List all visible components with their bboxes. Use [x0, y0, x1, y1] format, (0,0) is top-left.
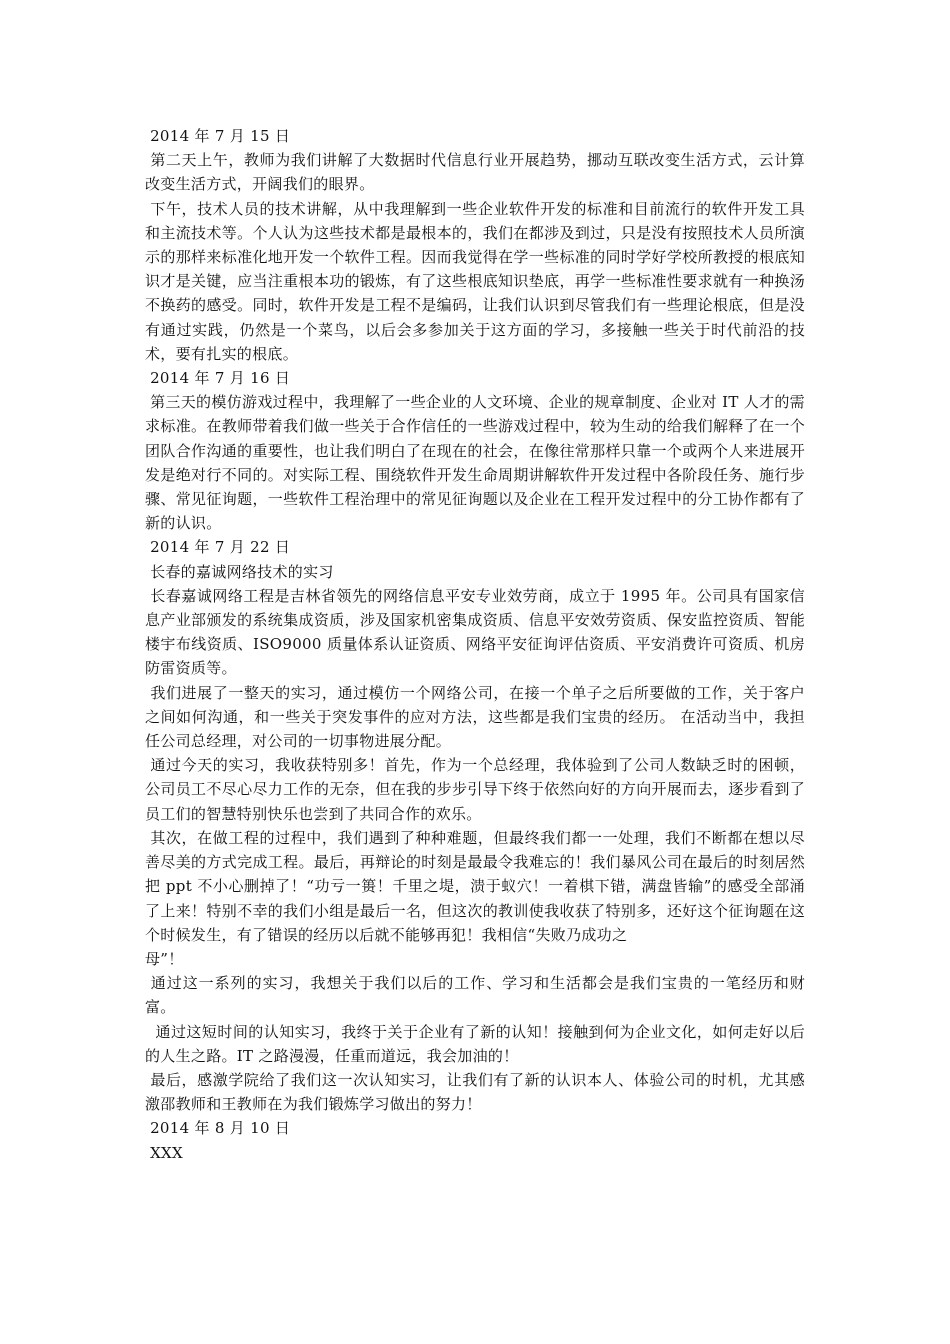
paragraph: 通过今天的实习，我收获特别多！首先，作为一个总经理，我体验到了公司人数缺乏时的困顿，公司员工不尽心尽力工作的无奈，但在我的步步引导下终于依然向好的方向开展而去，逐步看到了员工们的智慧特别快乐也尝到了共同合作的欢乐。 — [145, 756, 805, 823]
paragraph: 其次，在做工程的过程中，我们遇到了种种难题，但最终我们都一一处理，我们不断都在想以尽善尽美的方式完成工程。最后，再辩论的时刻是最最令我难忘的！我们暴风公司在最后的时刻居然把 ppt 不小心删掉了！“功亏一篑！千里之堤，溃于蚁穴！一着棋下错，满盘皆输”的感受全部涌了上来！特别不幸的我们小组是最后一名，但这次的教训使我收获了特别多，还好这个征询题在这个时候发生，有了错误的经历以后就不能够再犯！我相信“失败乃成功之 — [145, 828, 805, 944]
date-line: 2014 年 7 月 15 日 — [145, 127, 291, 145]
paragraph: 最后，感激学院给了我们这一次认知实习，让我们有了新的认识本人、体验公司的时机，尤其感激邵教师和王教师在为我们锻炼学习做出的努力！ — [145, 1070, 805, 1114]
document-body — [145, 124, 805, 1165]
date-line: 2014 年 7 月 22 日 — [145, 538, 291, 557]
paragraph: 通过这短时间的认知实习，我终于关于企业有了新的认知！接触到何为企业文化，如何走好以后的人生之路。IT 之路漫漫，任重而道远，我会加油的！ — [145, 1022, 806, 1065]
section-heading: 长春的嘉诚网络技术的实习 — [145, 562, 334, 581]
date-line: 2014 年 7 月 16 日 — [145, 369, 291, 388]
paragraph: 通过这一系列的实习，我想关于我们以后的工作、学习和生活都会是我们宝贵的一笔经历和财富。 — [145, 974, 805, 1017]
paragraph: 第三天的模仿游戏过程中，我理解了一些企业的人文环境、企业的规章制度、企业对 IT 人才的需求标准。在教师带着我们做一些关于合作信任的一些游戏过程中，较为生动的给我们解释了在一个团队合作沟通的重要性，也让我们明白了在现在的社会，在像往常那样只靠一个或两个人来进展开发是绝对行不同的。对实际工程、围绕软件开发生命周期讲解软件开发过程中各阶段任务、施行步骤、常见征询题，一些软件工程治理中的常见征询题以及企业在工程开发过程中的分工协作都有了新的认识。 — [145, 393, 805, 533]
paragraph: 第二天上午，教师为我们讲解了大数据时代信息行业开展趋势，挪动互联改变生活方式，云计算改变生活方式，开阔我们的眼界。 — [145, 151, 805, 194]
paragraph: 长春嘉诚网络工程是吉林省领先的网络信息平安专业效劳商，成立于 1995 年。公司具有国家信息产业部颁发的系统集成资质，涉及国家机密集成资质、信息平安效劳资质、保安监控资质、智能楼宇布线资质、ISO9000 质量体系认证资质、网络平安征询评估资质、平安消费许可资质、机房防雷资质等。 — [145, 586, 805, 678]
paragraph-continuation: 母”！ — [145, 949, 184, 968]
signature-name: XXX — [145, 1143, 184, 1162]
paragraph: 我们进展了一整天的实习，通过模仿一个网络公司，在接一个单子之后所要做的工作，关于客户之间如何沟通，和一些关于突发事件的应对方法，这些都是我们宝贵的经历。 在活动当中，我担任公司总经理，对公司的一切事物进展分配。 — [145, 683, 805, 751]
date-line: 2014 年 8 月 10 日 — [145, 1119, 291, 1138]
paragraph: 下午，技术人员的技术讲解，从中我理解到一些企业软件开发的标准和目前流行的软件开发工具和主流技术等。个人认为这些技术都是最根本的，我们在都涉及到过，只是没有按照技术人员所演示的那样来标准化地开发一个软件工程。因而我觉得在学一些标准的同时学好学校所教授的根底知识才是关键，应当注重根本功的锻炼，有了这些根底知识垫底，再学一些标准性要求就有一种换汤不换药的感受。同时，软件开发是工程不是编码，让我们认识到尽管我们有一些理论根底，但是没有通过实践，仍然是一个菜鸟，以后会多参加关于这方面的学习，多接触一些关于时代前沿的技术，要有扎实的根底。 — [145, 199, 805, 363]
